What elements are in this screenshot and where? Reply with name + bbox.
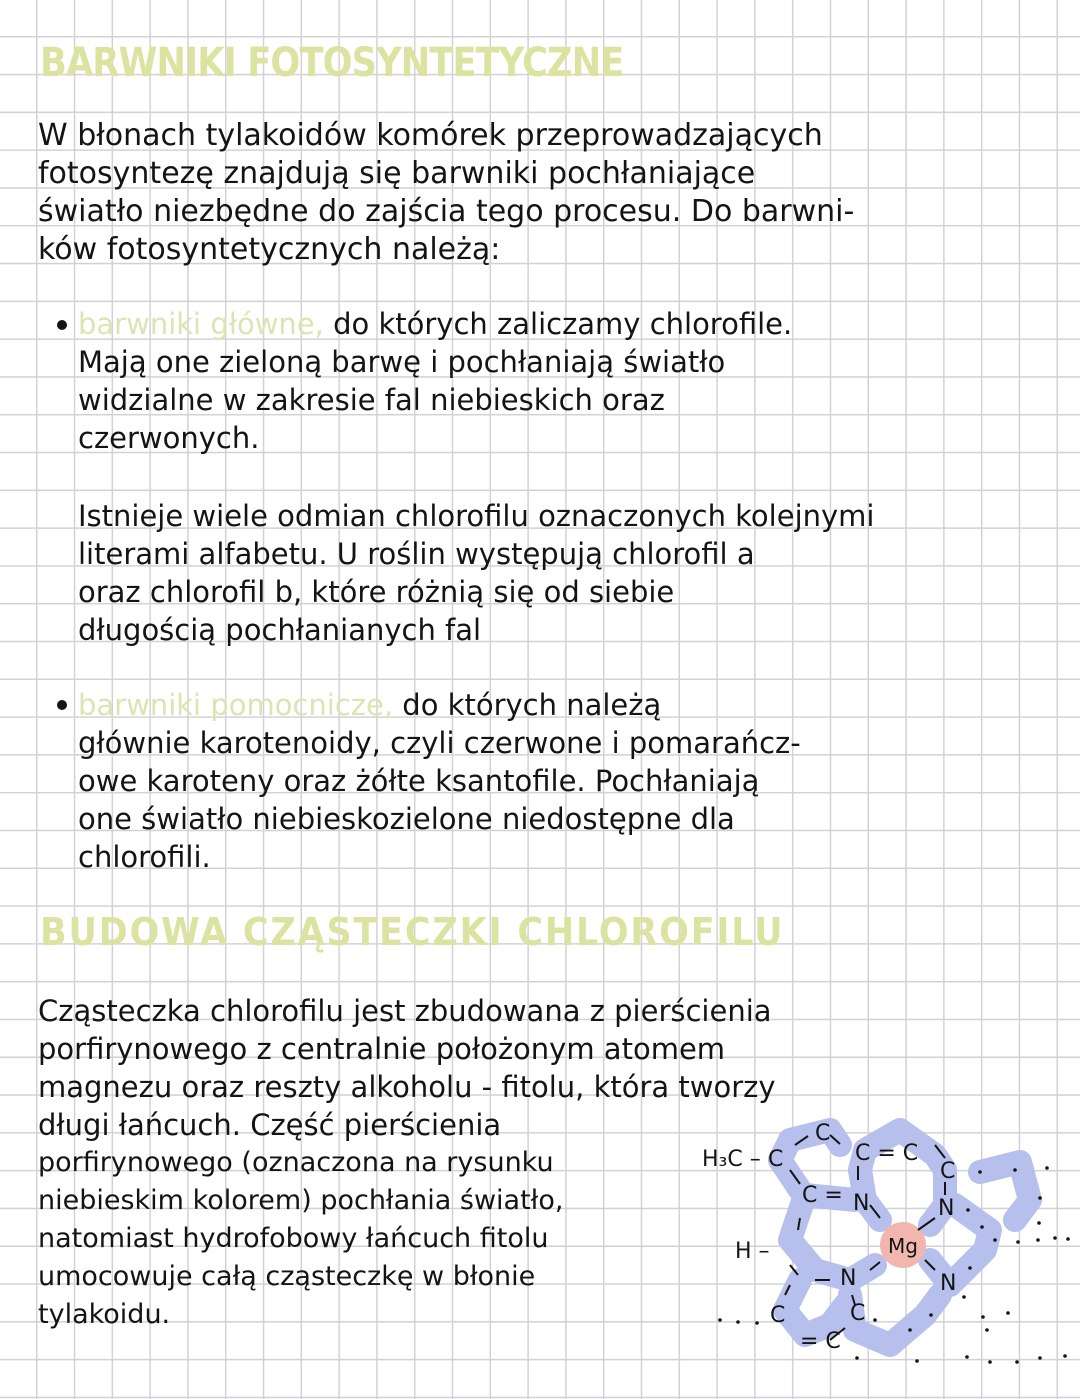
section-title-chlorophyll-structure: BUDOWA CZĄSTECZKI CHLOROFILU — [40, 910, 785, 954]
keyword-accessory-pigments: barwniki pomocnicze, — [78, 688, 394, 722]
atom-carbon: C — [815, 1121, 831, 1146]
atom-carbon-double-n: C = — [802, 1183, 843, 1208]
structure-line: natomiast hydrofobowy łańcuch fitolu — [38, 1223, 549, 1254]
atom-carbon-double: C = C — [855, 1141, 919, 1166]
atom-nitrogen: N — [840, 1266, 857, 1291]
hydrogen-label: H – — [735, 1239, 770, 1264]
bullet-line: one światło niebieskozielone niedostępne dla — [78, 802, 735, 836]
bullet-line: owe karoteny oraz żółte ksantofile. Pochłaniają — [78, 764, 760, 798]
bullet-line — [78, 305, 792, 343]
note-line: literami alfabetu. U roślin występują chlorofil a — [78, 537, 755, 571]
chlorophyll-structure-paragraph — [38, 992, 776, 1144]
atom-nitrogen: N — [853, 1191, 870, 1216]
atom-carbon-double: = C — [800, 1329, 841, 1354]
bullet-text: do których należą — [393, 688, 662, 722]
bullet-line: chlorofili. — [78, 840, 211, 874]
methyl-group-label: H₃C – — [702, 1147, 761, 1172]
structure-line: magnezu oraz reszty alkoholu - fitolu, która tworzy — [38, 1070, 776, 1104]
atom-carbon: C — [770, 1303, 786, 1328]
intro-line: ków fotosyntetycznych należą: — [38, 232, 501, 267]
atom-nitrogen: N — [938, 1196, 955, 1221]
chlorophyll-variants-paragraph — [78, 497, 874, 649]
note-line: długością pochłanianych fal — [78, 613, 482, 647]
bullet-line: czerwonych. — [78, 421, 260, 455]
bullet-line: głównie karotenoidy, czyli czerwone i pomarańcz- — [78, 726, 801, 760]
structure-line: Cząsteczka chlorofilu jest zbudowana z pierścienia — [38, 994, 772, 1028]
bullet-main-pigments — [78, 305, 792, 457]
bullet-accessory-pigments — [78, 686, 801, 876]
bullet-line: Mają one zieloną barwę i pochłaniają światło — [78, 345, 726, 379]
structure-line: porfirynowego z centralnie położonym atomem — [38, 1032, 726, 1066]
bullet-dot — [57, 700, 67, 710]
structure-line: porfirynowego (oznaczona na rysunku — [38, 1147, 554, 1178]
keyword-main-pigments: barwniki główne, — [78, 307, 324, 341]
magnesium-atom: Mg — [888, 1234, 918, 1258]
intro-paragraph — [38, 117, 854, 269]
note-line: Istnieje wiele odmian chlorofilu oznaczonych kolejnymi — [78, 499, 875, 533]
note-line: oraz chlorofil b, które różnią się od siebie — [78, 575, 675, 609]
atom-nitrogen: N — [940, 1271, 957, 1296]
intro-line: W błonach tylakoidów komórek przeprowadzających — [38, 118, 823, 153]
structure-line: długi łańcuch. Część pierścienia — [38, 1108, 502, 1142]
structure-line: tylakoidu. — [38, 1299, 171, 1330]
bullet-dot — [57, 320, 67, 330]
atom-carbon: C — [850, 1301, 866, 1326]
intro-line: fotosyntezę znajdują się barwniki pochłaniające — [38, 156, 756, 191]
bullet-text: do których zaliczamy chlorofile. — [323, 307, 793, 341]
porphyrin-ring-drawing — [690, 1100, 1080, 1395]
section-title-photosynthetic-pigments: BARWNIKI FOTOSYNTETYCZNE — [40, 40, 624, 86]
structure-line: umocowuje całą cząsteczkę w błonie — [38, 1261, 536, 1292]
bullet-line — [78, 686, 801, 724]
intro-line: światło niezbędne do zajścia tego procesu. Do barwni- — [38, 194, 855, 229]
atom-carbon: C — [768, 1147, 784, 1172]
chlorophyll-structure-paragraph-cont — [38, 1144, 563, 1334]
atom-carbon: C — [940, 1159, 956, 1184]
bullet-line: widzialne w zakresie fal niebieskich oraz — [78, 383, 665, 417]
structure-line: niebieskim kolorem) pochłania światło, — [38, 1185, 564, 1216]
chlorophyll-molecule-diagram — [690, 1100, 1080, 1395]
